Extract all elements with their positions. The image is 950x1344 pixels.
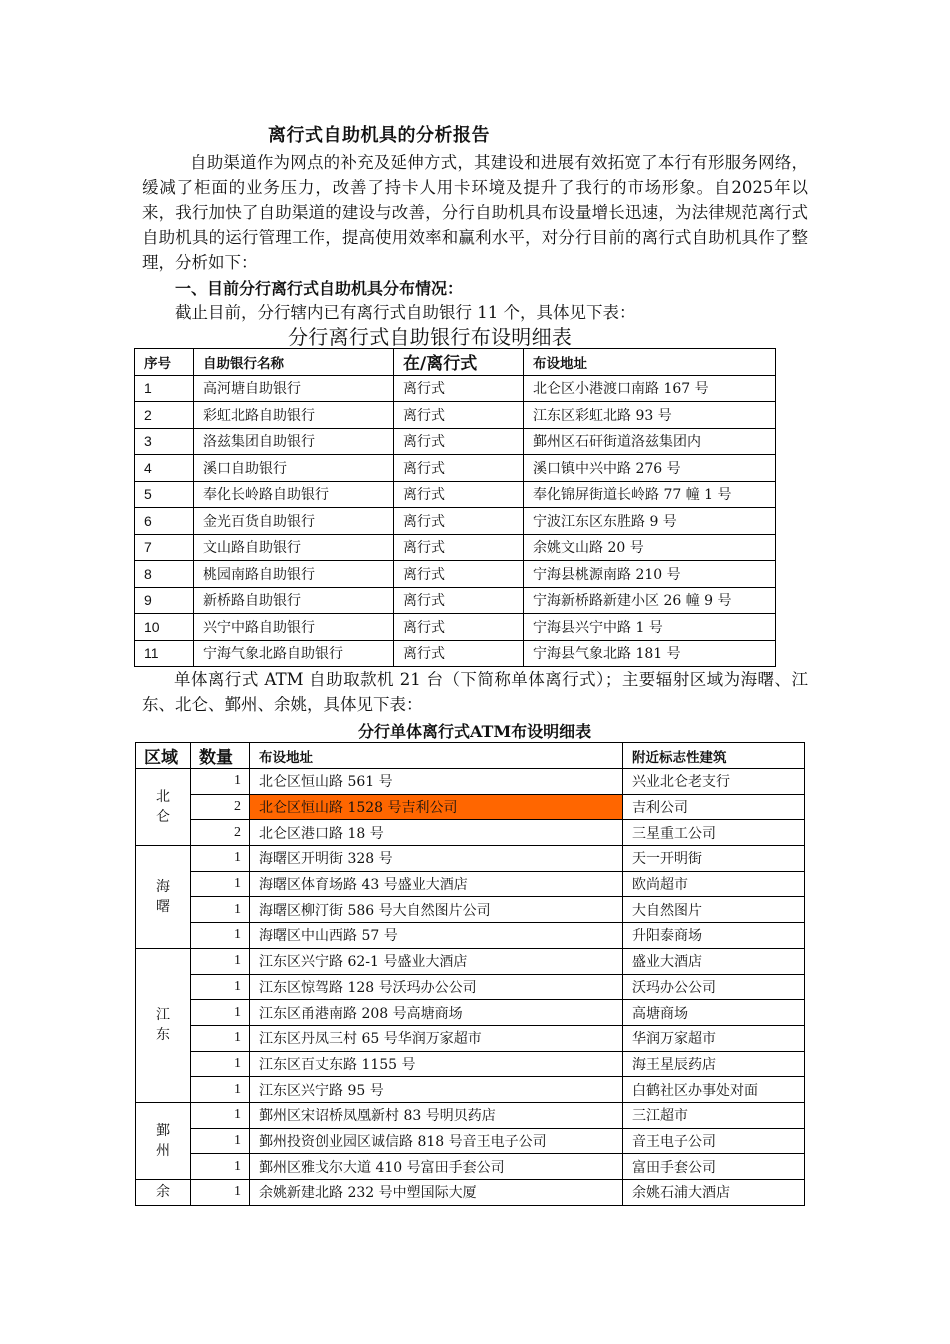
table-header-row	[136, 743, 805, 769]
index-cell: 7	[135, 534, 194, 561]
address-cell: 溪口镇中兴中路 276 号	[524, 455, 776, 482]
table-row	[136, 794, 805, 820]
region-char: 海	[156, 878, 170, 895]
address-cell: 海曙区中山西路 57 号	[250, 923, 623, 949]
landmark-cell: 三星重工公司	[623, 820, 805, 846]
type-cell: 离行式	[394, 534, 524, 561]
table2-caption: 分行单体离行式ATM布设明细表	[358, 722, 592, 741]
address-cell: 北仑区港口路 18 号	[250, 820, 623, 846]
address-cell: 江东区惊驾路 128 号沃玛办公公司	[250, 974, 623, 1000]
quantity-cell: 1	[191, 1025, 250, 1051]
address-cell: 宁海县兴宁中路 1 号	[524, 614, 776, 641]
index-cell: 9	[135, 587, 194, 614]
region-cell	[136, 1102, 191, 1179]
header-type: 在/离行式	[394, 349, 524, 376]
landmark-cell: 富田手套公司	[623, 1154, 805, 1180]
quantity-cell: 1	[191, 1154, 250, 1180]
region-char: 鄞	[156, 1122, 170, 1139]
address-cell: 宁海新桥路新建小区 26 幢 9 号	[524, 587, 776, 614]
header-landmark: 附近标志性建筑	[623, 743, 805, 769]
bank-name-cell: 桃园南路自助银行	[194, 561, 394, 588]
table-row	[135, 561, 776, 588]
table-header-row	[135, 349, 776, 376]
type-cell: 离行式	[394, 455, 524, 482]
index-cell: 6	[135, 508, 194, 535]
address-cell: 江东区彩虹北路 93 号	[524, 402, 776, 429]
region-char: 州	[156, 1142, 170, 1159]
landmark-cell: 沃玛办公公司	[623, 974, 805, 1000]
bank-name-cell: 金光百货自助银行	[194, 508, 394, 535]
quantity-cell: 1	[191, 1180, 250, 1206]
bank-name-cell: 洛兹集团自助银行	[194, 428, 394, 455]
address-cell: 海曙区开明街 328 号	[250, 846, 623, 872]
quantity-cell: 1	[191, 923, 250, 949]
address-cell: 北仑区小港渡口南路 167 号	[524, 375, 776, 402]
landmark-cell: 白鹤社区办事处对面	[623, 1077, 805, 1103]
table1-caption: 分行离行式自助银行布设明细表	[288, 325, 573, 349]
table-row	[135, 614, 776, 641]
quantity-cell: 1	[191, 1077, 250, 1103]
address-cell: 江东区丹凤三村 65 号华润万家超市	[250, 1025, 623, 1051]
table-row	[136, 1025, 805, 1051]
address-cell: 余姚新建北路 232 号中塑国际大厦	[250, 1180, 623, 1206]
address-cell: 江东区兴宁路 95 号	[250, 1077, 623, 1103]
region-cell	[136, 948, 191, 1102]
table-row	[135, 640, 776, 667]
address-cell: 宁波江东区东胜路 9 号	[524, 508, 776, 535]
landmark-cell: 余姚石浦大酒店	[623, 1180, 805, 1206]
table-row	[135, 587, 776, 614]
table-row	[136, 1077, 805, 1103]
section-text: 截止目前，分行辖内已有离行式自助银行 11 个，具体见下表：	[175, 303, 636, 322]
table-row	[136, 948, 805, 974]
table-row	[135, 534, 776, 561]
header-address: 布设地址	[250, 743, 623, 769]
table-row	[136, 846, 805, 872]
header-index: 序号	[135, 349, 194, 376]
index-cell: 10	[135, 614, 194, 641]
address-cell: 北仑区恒山路 1528 号吉利公司	[250, 794, 623, 820]
address-cell: 海曙区体育场路 43 号盛业大酒店	[250, 871, 623, 897]
quantity-cell: 1	[191, 769, 250, 795]
region-char: 余	[156, 1184, 170, 1201]
header-region: 区域	[136, 743, 191, 769]
header-address: 布设地址	[524, 349, 776, 376]
landmark-cell: 高塘商场	[623, 1000, 805, 1026]
landmark-cell: 华润万家超市	[623, 1025, 805, 1051]
type-cell: 离行式	[394, 614, 524, 641]
region-char: 东	[156, 1027, 170, 1044]
bank-name-cell: 兴宁中路自助银行	[194, 614, 394, 641]
bank-name-cell: 高河塘自助银行	[194, 375, 394, 402]
table-row	[135, 402, 776, 429]
type-cell: 离行式	[394, 561, 524, 588]
table-row	[136, 897, 805, 923]
quantity-cell: 1	[191, 1051, 250, 1077]
intro-paragraph: 自助渠道作为网点的补充及延伸方式，其建设和进展有效拓宽了本行有形服务网络，缓减了柜面的业务压力，改善了持卡人用卡环境及提升了我行的市场形象。自2025年以来，我行加快了自助渠道的建设与改善，分行自助机具布设量增长迅速，为法律规范离行式自助机具的运行管理工作，提高使用效率和赢利水平，对分行目前的离行式自助机具作了整理，分析如下：	[142, 153, 808, 272]
index-cell: 4	[135, 455, 194, 482]
address-cell: 余姚文山路 20 号	[524, 534, 776, 561]
quantity-cell: 1	[191, 897, 250, 923]
landmark-cell: 盛业大酒店	[623, 948, 805, 974]
type-cell: 离行式	[394, 375, 524, 402]
type-cell: 离行式	[394, 481, 524, 508]
quantity-cell: 1	[191, 1102, 250, 1128]
quantity-cell: 2	[191, 794, 250, 820]
landmark-cell: 升阳泰商场	[623, 923, 805, 949]
bank-name-cell: 彩虹北路自助银行	[194, 402, 394, 429]
quantity-cell: 1	[191, 1128, 250, 1154]
quantity-cell: 2	[191, 820, 250, 846]
bank-name-cell: 溪口自助银行	[194, 455, 394, 482]
landmark-cell: 音王电子公司	[623, 1128, 805, 1154]
bank-name-cell: 奉化长岭路自助银行	[194, 481, 394, 508]
header-bank-name: 自助银行名称	[194, 349, 394, 376]
address-cell: 鄞州投资创业园区诚信路 818 号音王电子公司	[250, 1128, 623, 1154]
address-cell: 宁海县桃源南路 210 号	[524, 561, 776, 588]
address-cell: 海曙区柳汀街 586 号大自然图片公司	[250, 897, 623, 923]
index-cell: 1	[135, 375, 194, 402]
atm-table	[135, 742, 805, 1206]
address-cell: 江东区甬港南路 208 号高塘商场	[250, 1000, 623, 1026]
table-row	[135, 375, 776, 402]
bank-name-cell: 文山路自助银行	[194, 534, 394, 561]
address-cell: 宁海县气象北路 181 号	[524, 640, 776, 667]
region-cell	[136, 769, 191, 846]
table-row	[136, 1051, 805, 1077]
index-cell: 3	[135, 428, 194, 455]
table-row	[135, 481, 776, 508]
address-cell: 江东区兴宁路 62-1 号盛业大酒店	[250, 948, 623, 974]
table-row	[136, 1102, 805, 1128]
index-cell: 2	[135, 402, 194, 429]
type-cell: 离行式	[394, 402, 524, 429]
type-cell: 离行式	[394, 508, 524, 535]
region-char: 北	[156, 789, 170, 806]
type-cell: 离行式	[394, 587, 524, 614]
table-row	[136, 923, 805, 949]
address-cell: 鄞州区宋诏桥凤凰新村 83 号明贝药店	[250, 1102, 623, 1128]
quantity-cell: 1	[191, 1000, 250, 1026]
quantity-cell: 1	[191, 974, 250, 1000]
bank-name-cell: 宁海气象北路自助银行	[194, 640, 394, 667]
table-row	[135, 508, 776, 535]
type-cell: 离行式	[394, 640, 524, 667]
landmark-cell: 天一开明街	[623, 846, 805, 872]
self-service-bank-table	[134, 348, 776, 667]
landmark-cell: 兴业北仑老支行	[623, 769, 805, 795]
address-cell: 江东区百丈东路 1155 号	[250, 1051, 623, 1077]
region-char: 仑	[156, 809, 170, 826]
address-cell: 鄞州区雅戈尔大道 410 号富田手套公司	[250, 1154, 623, 1180]
section-heading: 一、目前分行离行式自助机具分布情况：	[175, 279, 464, 298]
table-row	[135, 455, 776, 482]
quantity-cell: 1	[191, 871, 250, 897]
table-row	[136, 1000, 805, 1026]
index-cell: 11	[135, 640, 194, 667]
index-cell: 8	[135, 561, 194, 588]
bank-name-cell: 新桥路自助银行	[194, 587, 394, 614]
table-row	[136, 769, 805, 795]
region-char: 曙	[156, 898, 170, 915]
header-quantity: 数量	[191, 743, 250, 769]
address-cell: 鄞州区石矸街道洛兹集团内	[524, 428, 776, 455]
landmark-cell: 三江超市	[623, 1102, 805, 1128]
landmark-cell: 大自然图片	[623, 897, 805, 923]
region-char: 江	[156, 1007, 170, 1024]
table-row	[135, 428, 776, 455]
region-cell	[136, 1180, 191, 1206]
table-row	[136, 820, 805, 846]
landmark-cell: 吉利公司	[623, 794, 805, 820]
address-cell: 北仑区恒山路 561 号	[250, 769, 623, 795]
table-row	[136, 974, 805, 1000]
type-cell: 离行式	[394, 428, 524, 455]
landmark-cell: 欧尚超市	[623, 871, 805, 897]
quantity-cell: 1	[191, 846, 250, 872]
table-row	[136, 1180, 805, 1206]
region-cell	[136, 846, 191, 949]
table-row	[136, 871, 805, 897]
report-title: 离行式自助机具的分析报告	[268, 125, 490, 146]
index-cell: 5	[135, 481, 194, 508]
quantity-cell: 1	[191, 948, 250, 974]
table-row	[136, 1154, 805, 1180]
table-row	[136, 1128, 805, 1154]
landmark-cell: 海王星辰药店	[623, 1051, 805, 1077]
atm-paragraph: 单体离行式 ATM 自助取款机 21 台（下简称单体离行式）；主要辐射区域为海曙、江东、北仑、鄞州、余姚，具体见下表：	[142, 670, 808, 714]
address-cell: 奉化锦屏街道长岭路 77 幢 1 号	[524, 481, 776, 508]
